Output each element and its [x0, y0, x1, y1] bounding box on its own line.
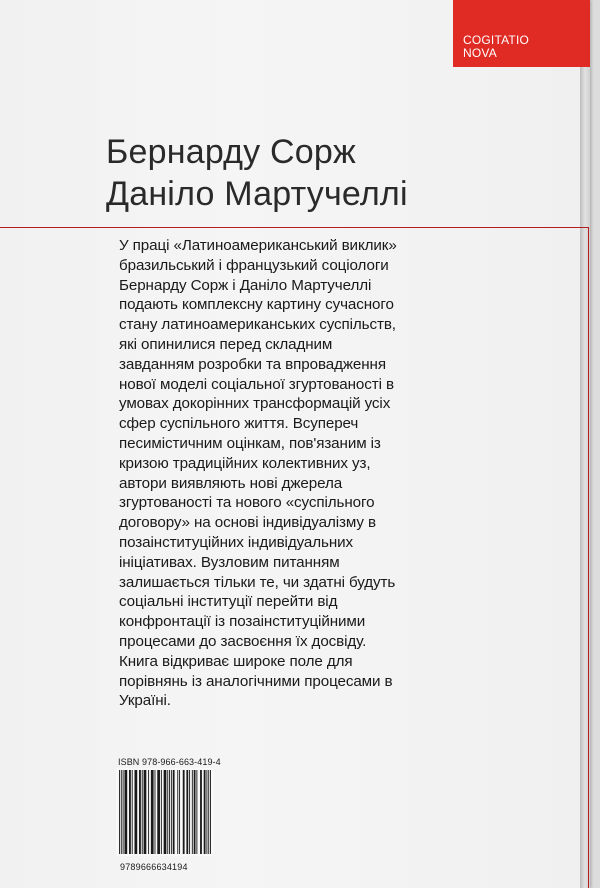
isbn-label: ISBN 978-966-663-419-4 — [118, 757, 221, 767]
author-2: Даніло Мартучеллі — [106, 175, 408, 213]
barcode — [116, 768, 214, 856]
series-label: COGITATIO NOVA — [463, 33, 530, 60]
author-1: Бернарду Сорж — [106, 133, 356, 171]
authors-heading — [106, 131, 408, 215]
barcode-digits: 9789666634194 — [120, 862, 188, 872]
series-badge — [453, 0, 590, 67]
barcode-bars — [116, 768, 214, 856]
annotation-text: У праці «Латиноамериканський виклик» бразильський і французький соціологи Бернарду Сорж і Даніло Мартучеллі подають комплексну картину сучасного стану латиноамериканських суспільств, які опинилися перед складним завданням розробки та впровадження нової моделі соціальної згуртованості в умовах докорінних трансформацій усіх сфер суспільного життя. Всупереч песимістичним оцінкам, пов'язаним із кризою традиційних колективних уз, автори виявляють нові джерела згуртованості та нового «суспільного договору» на основі індивідуалізму в позаінституційних індивідуальних ініціативах. Вузловим питанням залишається тільки те, чи здатні будуть соціальні інституції перейти від конфронтації із позаінституційними процесами до засвоєння їх досвіду. Книга відкриває широке поле для порівнянь із аналогічними процесами в Україні. — [119, 237, 397, 710]
